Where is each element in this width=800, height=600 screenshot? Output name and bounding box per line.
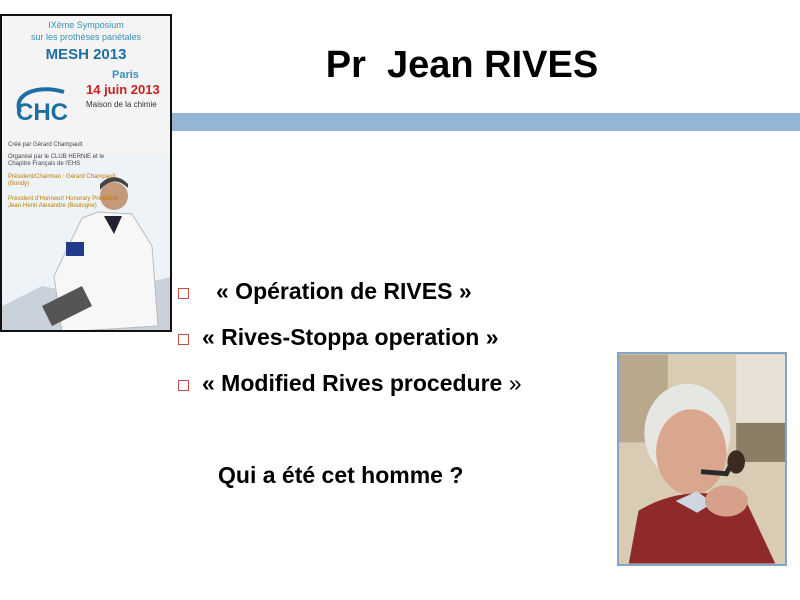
poster-event: MESH 2013 xyxy=(45,46,127,63)
poster-venue: Maison de la chimie xyxy=(86,100,157,109)
svg-text:CHC: CHC xyxy=(16,99,68,126)
square-bullet-icon xyxy=(178,334,189,345)
poster-organized: Organisé par le CLUB HERNIE et le Chapitre Français de l'EHS xyxy=(8,154,105,167)
bullet-tail: » xyxy=(508,370,522,396)
question-text: Qui a été cet homme ? xyxy=(218,462,464,488)
poster-created-by: Créé par Gérard Champault xyxy=(8,142,83,148)
bullet-text: « Modified Rives procedure xyxy=(202,370,509,396)
bullet-text: « Rives-Stoppa operation » xyxy=(202,324,499,350)
title-band xyxy=(172,113,800,131)
chc-logo-icon xyxy=(8,74,78,134)
poster-honorary: Président d'Honneur/ Honorary President : Jean-Henri Alexandre (Boulogne) xyxy=(8,196,121,209)
symposium-poster xyxy=(0,14,172,332)
poster-line-1: IXème Symposium xyxy=(48,20,124,30)
poster-city: Paris xyxy=(112,69,139,81)
poster-date: 14 juin 2013 xyxy=(86,82,160,97)
bullet-text: « Opération de RIVES » xyxy=(216,278,472,304)
portrait-photo xyxy=(617,352,787,566)
square-bullet-icon xyxy=(178,288,189,299)
square-bullet-icon xyxy=(178,380,189,391)
poster-line-2: sur les prothèses pariétales xyxy=(30,32,142,42)
slide-title: Pr Jean RIVES xyxy=(325,44,599,86)
poster-president: Président/Chairman : Gérard Champault (Bondy) xyxy=(8,174,116,187)
